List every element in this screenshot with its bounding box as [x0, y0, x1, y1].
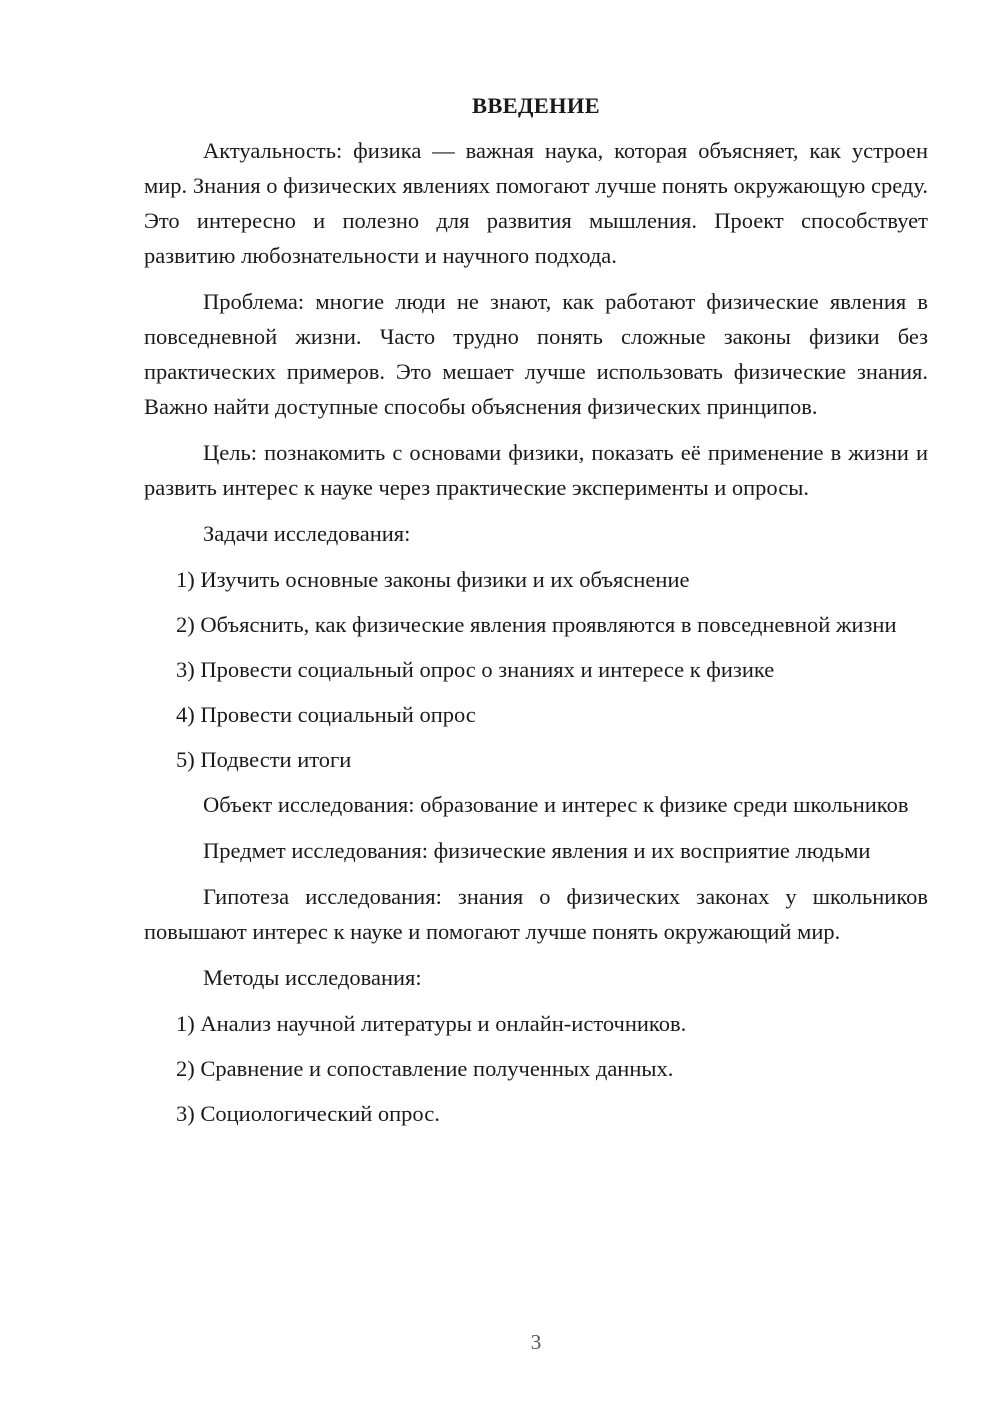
method-item-2: 2) Сравнение и сопоставление полученных данных.	[176, 1056, 674, 1081]
object-paragraph: Объект исследования: образование и интерес к физике среди школьников	[203, 792, 909, 817]
methods-heading: Методы исследования:	[203, 965, 422, 990]
goal-paragraph: Цель: познакомить с основами физики, показать её применение в жизни и развить интерес к науке через практические эксперименты и опросы.	[144, 440, 928, 500]
problem-paragraph: Проблема: многие люди не знают, как работают физические явления в повседневной жизни. Часто трудно понять сложные законы физики без практических примеров. Это мешает лучше использовать физические знания. Важно найти доступные способы объяснения физических принципов.	[144, 289, 928, 419]
method-item-3: 3) Социологический опрос.	[176, 1101, 440, 1126]
hypothesis-paragraph: Гипотеза исследования: знания о физических законах у школьников повышают интерес к науке и помогают лучше понять окружающий мир.	[144, 884, 928, 944]
task-item-1: 1) Изучить основные законы физики и их объяснение	[176, 567, 690, 592]
section-title: ВВЕДЕНИЕ	[472, 93, 600, 118]
document-page	[144, 88, 928, 1141]
task-item-5: 5) Подвести итоги	[176, 747, 352, 772]
method-item-1: 1) Анализ научной литературы и онлайн-источников.	[176, 1011, 687, 1036]
task-item-4: 4) Провести социальный опрос	[176, 702, 476, 727]
relevance-paragraph: Актуальность: физика — важная наука, которая объясняет, как устроен мир. Знания о физических явлениях помогают лучше понять окружающую среду. Это интересно и полезно для развития мышления. Проект способствует развитию любознательности и научного подхода.	[144, 138, 928, 268]
page-number: 3	[530, 1330, 542, 1354]
task-item-2: 2) Объяснить, как физические явления проявляются в повседневной жизни	[176, 612, 897, 637]
tasks-heading: Задачи исследования:	[203, 521, 411, 546]
task-item-3: 3) Провести социальный опрос о знаниях и интересе к физике	[176, 657, 775, 682]
subject-paragraph: Предмет исследования: физические явления и их восприятие людьми	[203, 838, 871, 863]
